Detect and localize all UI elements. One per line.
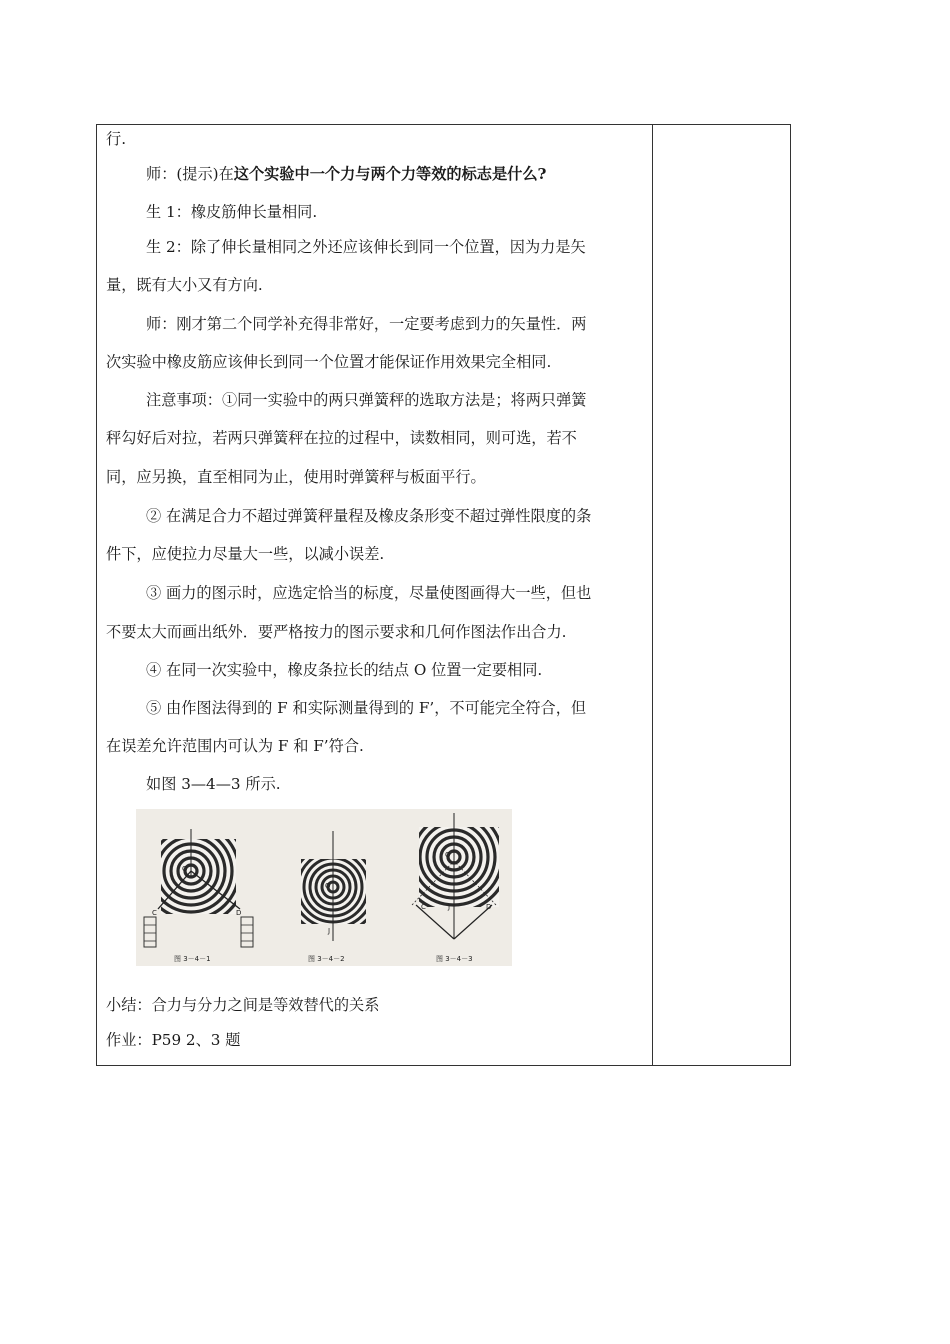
text-line <box>146 164 546 184</box>
caption-3-4-3: 图 3－4－3 <box>436 955 473 963</box>
text-line: 不要太大而画出纸外．要严格按力的图示要求和几何作图法作出合力. <box>106 623 567 641</box>
summary-line: 小结：合力与分力之间是等效替代的关系 <box>106 996 380 1014</box>
text-line: ⑤ 由作图法得到的 F 和实际测量得到的 F’，不可能完全符合，但 <box>146 699 587 717</box>
caption-3-4-1: 图 3－4－1 <box>174 955 211 963</box>
text-line: ④ 在同一次实验中，橡皮条拉长的结点 O 位置一定要相同. <box>146 661 543 679</box>
text-span-bold: 这个实验中一个力与两个力等效的标志是什么? <box>233 165 547 183</box>
label-d: D <box>486 903 492 911</box>
label-c: C <box>152 909 157 917</box>
text-line: 同，应另换，直至相同为止，使用时弹簧秤与板面平行。 <box>106 468 486 486</box>
label-j: J <box>328 927 331 935</box>
panel-3-4-2 <box>286 831 380 963</box>
text-line: 件下，应使拉力尽量大一些，以减小误差. <box>106 545 385 563</box>
text-line: 生 1：橡皮筋伸长量相同. <box>146 203 318 221</box>
experiment-figure <box>136 809 512 966</box>
text-line: 生 2：除了伸长量相同之外还应该伸长到同一个位置，因为力是矢 <box>146 238 586 256</box>
figure-drawing <box>136 809 512 966</box>
label-d: D <box>236 909 242 917</box>
label-c: C <box>421 903 426 911</box>
text-line: ② 在满足合力不超过弹簧秤量程及橡皮条形变不超过弹性限度的条 <box>146 507 592 525</box>
panel-3-4-1 <box>136 816 253 963</box>
text-span: 师：(提示)在 <box>146 165 234 183</box>
label-o: O <box>445 851 451 859</box>
text-line: 在误差允许范围内可认为 F 和 F’符合. <box>106 737 364 755</box>
text-line: 注意事项：①同一实验中的两只弹簧秤的选取方法是；将两只弹簧 <box>146 391 587 409</box>
text-line: 师：刚才第二个同学补充得非常好，一定要考虑到力的矢量性．两 <box>146 315 587 333</box>
text-line: 行. <box>106 130 127 148</box>
panel-3-4-3 <box>399 809 509 963</box>
text-line: 秤勾好后对拉，若两只弹簧秤在拉的过程中，读数相同，则可选，若不 <box>106 429 577 447</box>
column-divider <box>652 125 653 1065</box>
caption-3-4-2: 图 3－4－2 <box>308 955 345 963</box>
label-o: O <box>182 865 188 873</box>
homework-line: 作业：P59 2、3 题 <box>106 1031 241 1049</box>
document-table <box>96 124 791 1066</box>
text-line: 如图 3—4—3 所示. <box>146 775 281 793</box>
text-line: 次实验中橡皮筋应该伸长到同一个位置才能保证作用效果完全相同. <box>106 353 552 371</box>
label-o: O <box>325 882 331 890</box>
text-line: 量，既有大小又有方向. <box>106 276 263 294</box>
label-j: J <box>448 903 451 911</box>
text-line: ③ 画力的图示时，应选定恰当的标度，尽量使图画得大一些，但也 <box>146 584 592 602</box>
